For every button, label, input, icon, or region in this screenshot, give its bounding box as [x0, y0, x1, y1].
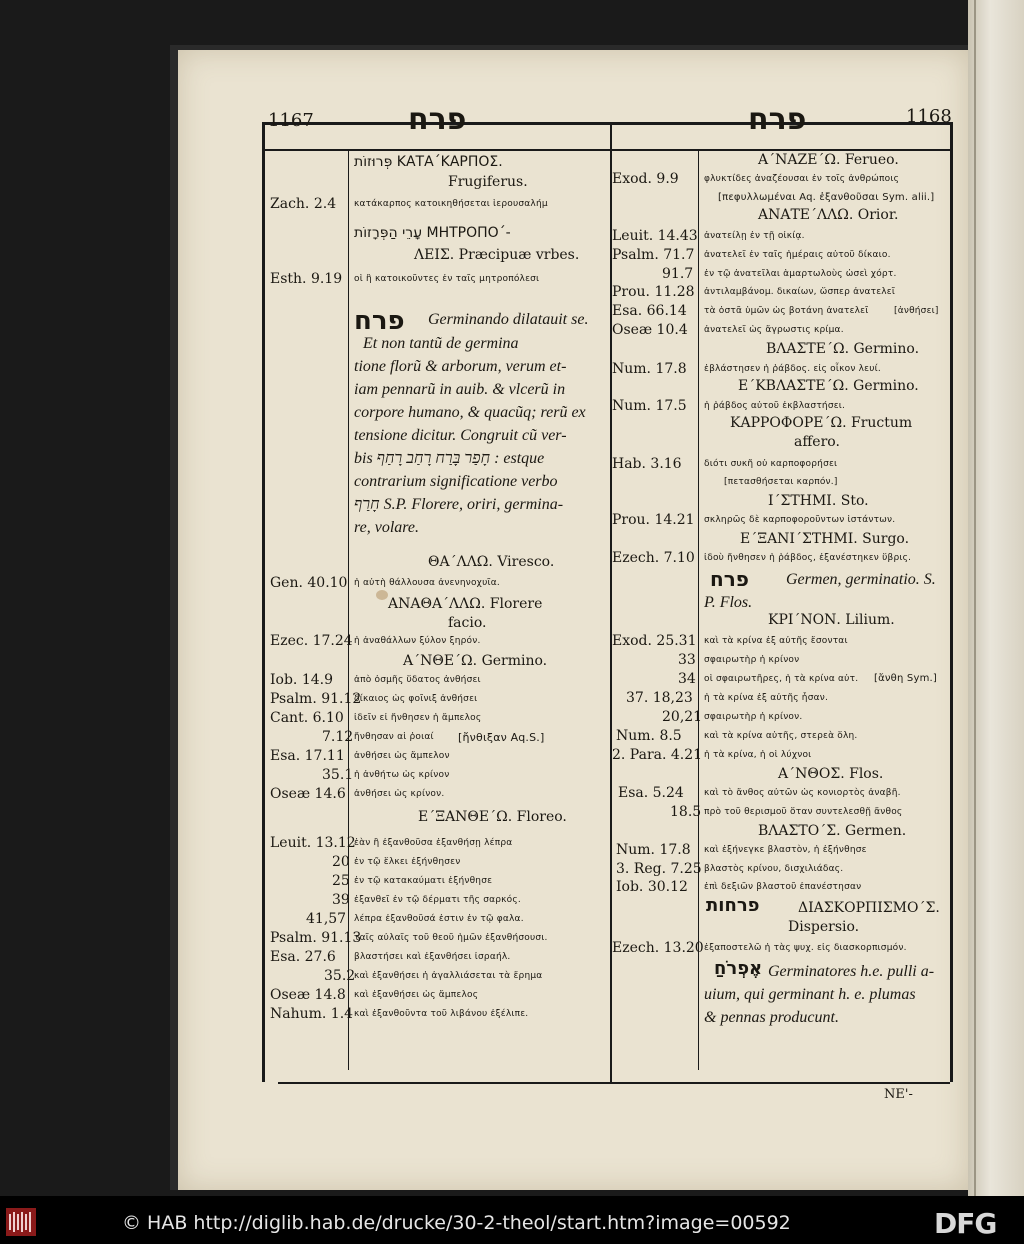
right-head-hebrew: פרח — [748, 102, 807, 137]
definition-line: corpore humano, & quacũq; rerũ ex — [354, 404, 586, 421]
greek-variant: [πεφυλλωμέναι Aq. ἐξανθοῦσαι Sym. alii.] — [718, 192, 935, 203]
ref: Esa. 5.24 — [618, 785, 684, 801]
dfg-logo: DFG — [934, 1207, 997, 1240]
bottom-rule — [278, 1082, 950, 1084]
ref: Exod. 25.31 — [612, 633, 697, 649]
right-border — [950, 122, 953, 1082]
ref: 35.2 — [324, 968, 356, 984]
greek-quote: σφαιρωτὴρ ἡ κρίνον. — [704, 712, 803, 722]
greek-quote: φλυκτίδες ἀναζέουσαι ἐν τοῖς ἀνθρώποις — [704, 174, 900, 184]
lemma-definition: Germinatores h.e. pulli a- — [768, 963, 935, 980]
greek-quote: ἐὰν ἢ ἐξανθοῦσα ἐξανθήσῃ λέπρα — [354, 838, 513, 848]
ref: 37. 18,23 — [626, 690, 693, 706]
greek-quote: σκληρῶς δὲ καρποφοροῦντων ἱστάντων. — [704, 515, 896, 525]
lemma-gloss: affero. — [794, 434, 840, 450]
ref: Gen. 40.10 — [270, 575, 348, 591]
ref: Leuit. 14.43 — [612, 228, 698, 244]
lemma-head: ΑΝΑΘΑ΄ΛΛΩ. Florere — [388, 596, 543, 612]
ref: 33 — [678, 652, 696, 668]
greek-quote: ἡ τὰ κρίνα ἐξ αὐτῆς ἦσαν. — [704, 693, 829, 703]
catchword: NE'- — [884, 1087, 913, 1102]
book-binding-edge — [968, 0, 1024, 1196]
lemma-head: Ε΄ΚΒΛΑΣΤΕ΄Ω. Germino. — [738, 378, 919, 394]
ref: 34 — [678, 671, 696, 687]
lemma-head: Ε΄ΞΑΝΙ΄ΣΤΗΜΙ. Surgo. — [740, 531, 910, 547]
lemma-head: ΔΙΑΣΚΟΡΠΙΣΜΟ΄Σ. — [798, 900, 940, 916]
greek-variant: [ἤνθιξαν Aq.S.] — [458, 731, 545, 744]
lemma-head: ΚΑΡΡΟΦΟΡΕ΄Ω. Fructum — [730, 415, 913, 431]
definition-line: bis חָפַר בָּרַח רָחַב רָחַף : estque — [354, 450, 545, 467]
ref: 39 — [332, 892, 350, 908]
lemma-head: ΒΛΑΣΤΟ΄Σ. Germen. — [758, 823, 907, 839]
ref: Esa. 27.6 — [270, 949, 336, 965]
lemma-head: עָרֵי הַפְּרָזוֹת ΜΗΤΡΟΠΟ΄- — [354, 225, 511, 241]
ref: Ezec. 17.24 — [270, 633, 353, 649]
lemma-definition: P. Flos. — [704, 594, 753, 611]
ref: 25 — [332, 873, 350, 889]
greek-quote: ἡ ἀνθήτω ὡς κρίνον — [354, 770, 450, 780]
greek-quote: ἀνατείλῃ ἐν τῇ οἰκίᾳ. — [704, 231, 805, 241]
greek-quote: ἐξανθεῖ ἐν τῷ δέρματι τῆς σαρκός. — [354, 895, 521, 905]
ref: Exod. 9.9 — [612, 171, 679, 187]
ref: Psalm. 91.13 — [270, 930, 362, 946]
greek-quote: καὶ ἐξανθήσει ἡ ἀγαλλιάσεται τὰ ἔρημα — [354, 971, 543, 981]
lemma-head: פְּרוּזוֹת ΚΑΤΑ΄ΚΑΡΠΟΣ. — [354, 154, 503, 170]
lemma-head: ΑΝΑΤΕ΄ΛΛΩ. Orior. — [758, 207, 899, 223]
definition-line: re, volare. — [354, 519, 420, 536]
greek-quote: λέπρα ἐξανθοῦσά ἐστιν ἐν τῷ φαλα. — [354, 914, 524, 924]
greek-quote: ἐν τῷ κατακαύματι ἐξήνθησε — [354, 876, 493, 886]
greek-quote: βλαστὸς κρίνου, δισχιλιάδας. — [704, 864, 844, 874]
definition-line: tione florũ & arborum, verum et- — [354, 358, 567, 375]
lemma-hebrew: פרח — [710, 567, 749, 591]
lemma-head: Ε΄ΞΑΝΘΕ΄Ω. Floreo. — [418, 809, 567, 825]
ref: Psalm. 71.7 — [612, 247, 695, 263]
greek-quote: ἐν τῷ ἀνατεῖλαι ἁμαρτωλοὺς ὡσεὶ χόρτ. — [704, 269, 897, 279]
greek-quote: ἰδεῖν εἰ ἤνθησεν ἡ ἄμπελος — [354, 713, 482, 723]
ref: 91.7 — [662, 266, 694, 282]
ref: Cant. 6.10 — [270, 710, 344, 726]
greek-quote: δίκαιος ὡς φοῖνιξ ἀνθήσει — [354, 694, 478, 704]
right-page-number: 1168 — [906, 106, 952, 127]
greek-quote: καὶ ἐξανθοῦντα τοῦ λιβάνου ἐξέλιπε. — [354, 1009, 529, 1019]
ref: 20,21 — [662, 709, 703, 725]
ref: Nahum. 1.4 — [270, 1006, 354, 1022]
greek-quote: καὶ ἐξανθήσει ὡς ἄμπελος — [354, 990, 479, 1000]
lemma-gloss: Dispersio. — [788, 919, 860, 935]
ref: Num. 17.8 — [616, 842, 691, 858]
ref: 41,57 — [306, 911, 347, 927]
center-divider — [610, 122, 612, 1082]
greek-quote: ἰδοὺ ἤνθησεν ἡ ῥάβδος, ἐξανέστηκεν ὕβρις. — [704, 553, 912, 563]
ref: Ezech. 13.20 — [612, 940, 704, 956]
greek-quote: ἐβλάστησεν ἡ ῥάβδος. εἰς οἶκον λευί. — [704, 364, 881, 374]
ref: Iob. 30.12 — [616, 879, 688, 895]
greek-variant: [ἄνθη Sym.] — [874, 673, 938, 684]
ref: Num. 17.5 — [612, 398, 687, 414]
lemma-head: ΘΑ΄ΛΛΩ. Viresco. — [428, 554, 555, 570]
greek-quote: καὶ τὸ ἄνθος αὐτῶν ὡς κονιορτὸς ἀναβῆ. — [704, 788, 901, 798]
ref: Esth. 9.19 — [270, 271, 343, 287]
right-ref-divider — [698, 150, 699, 1070]
copyright-link[interactable]: © HAB http://diglib.hab.de/drucke/30-2-theol/start.htm?image=00592 — [122, 1212, 791, 1234]
greek-quote: κατάκαρπος κατοικηθήσεται ἱερουσαλήμ — [354, 199, 548, 209]
ref: Esa. 17.11 — [270, 748, 345, 764]
lemma-gloss: Frugiferus. — [448, 174, 528, 190]
greek-quote: ἀνθήσει ὡς ἄμπελον — [354, 751, 450, 761]
greek-quote: ἀπὸ ὀσμῆς ὕδατος ἀνθήσει — [354, 675, 481, 685]
greek-quote: σφαιρωτὴρ ἡ κρίνον — [704, 655, 800, 665]
lemma-hebrew: אֶפְרֹחַ — [714, 958, 763, 979]
lemma-gloss: facio. — [448, 615, 487, 631]
greek-quote: ἡ αὐτὴ θάλλουσα ἀνενηνοχυῖα. — [354, 578, 500, 588]
greek-quote: ἀνατελεῖ ἐν ταῖς ἡμέραις αὐτοῦ δίκαιο. — [704, 250, 891, 260]
definition-line: tensione dicitur. Congruit cũ ver- — [354, 427, 567, 444]
greek-quote: ἐξαποστελῶ ἡ τὰς ψυχ. εἰς διασκορπισμόν. — [704, 943, 907, 953]
greek-quote: ἀντιλαμβάνομ. δικαίων, ὥσπερ ἀνατελεῖ — [704, 287, 896, 297]
ref: Oseæ 14.6 — [270, 786, 346, 802]
book-page — [178, 50, 968, 1190]
ref: Leuit. 13.12 — [270, 835, 356, 851]
ref: Prou. 11.28 — [612, 284, 695, 300]
greek-quote: ἐν τῷ ἕλκει ἐξήνθησεν — [354, 857, 461, 867]
stain — [376, 590, 388, 600]
ref: Iob. 14.9 — [270, 672, 333, 688]
ref: Oseæ 10.4 — [612, 322, 688, 338]
definition-line: contrarium significatione verbo — [354, 473, 558, 490]
greek-quote: τὰ ὀστᾶ ὑμῶν ὡς βοτάνη ἀνατελεῖ — [704, 306, 869, 316]
definition-line: Et non tantũ de germina — [363, 335, 519, 352]
greek-quote: βλαστήσει καὶ ἐξανθήσει ἰσραήλ. — [354, 952, 511, 962]
ref: 3. Reg. 7.25 — [616, 861, 702, 877]
lemma-definition: uium, qui germinant h. e. plumas — [704, 986, 916, 1003]
left-head-hebrew: פרח — [408, 102, 467, 137]
ref: Zach. 2.4 — [270, 196, 337, 212]
top-rule — [262, 122, 952, 125]
definition-line: חָרַף S.P. Florere, oriri, germina- — [354, 496, 564, 513]
ref: Num. 17.8 — [612, 361, 687, 377]
lemma-definition: Germen, germinatio. S. — [786, 571, 936, 588]
lemma-head: Α΄ΝΑΖΕ΄Ω. Ferueo. — [758, 152, 899, 168]
ref: 18.5 — [670, 804, 702, 820]
greek-quote: ταῖς αὐλαῖς τοῦ θεοῦ ἡμῶν ἐξανθήσουσι. — [354, 933, 548, 943]
greek-quote: ἀνατελεῖ ὡς ἄγρωστις κρίμα. — [704, 325, 844, 335]
greek-quote: οἱ σφαιρωτῆρες, ἡ τὰ κρίνα αὐτ. — [704, 674, 859, 684]
greek-quote: ἡ ῥάβδος αὐτοῦ ἐκβλαστήσει. — [704, 401, 846, 411]
ref: Prou. 14.21 — [612, 512, 695, 528]
greek-quote: ἤνθησαν αἱ ῥοιαί — [354, 732, 434, 742]
ref: Hab. 3.16 — [612, 456, 682, 472]
greek-quote: ἡ ἀναθάλλων ξύλον ξηρόν. — [354, 636, 481, 646]
ref: 2. Para. 4.21 — [612, 747, 703, 763]
greek-quote: ἡ τὰ κρίνα, ἡ οἱ λύχνοι — [704, 750, 812, 760]
lemma-definition: & pennas producunt. — [704, 1009, 839, 1026]
ref: Ezech. 7.10 — [612, 550, 695, 566]
greek-quote: καὶ ἐξήνεγκε βλαστὸν, ἡ ἐξήνθησε — [704, 845, 867, 855]
ref: Psalm. 91.12 — [270, 691, 362, 707]
ref: 35.1 — [322, 767, 354, 783]
ref: Num. 8.5 — [616, 728, 682, 744]
lemma-head: Α΄ΝΘΟΣ. Flos. — [778, 766, 884, 782]
ref: 20 — [332, 854, 350, 870]
greek-quote: καὶ τὰ κρίνα αὐτῆς, στερεὰ ὅλη. — [704, 731, 858, 741]
header-rule — [262, 149, 952, 151]
lemma-head: Ι΄ΣΤΗΜΙ. Sto. — [768, 493, 869, 509]
lemma-head: Α΄ΝΘΕ΄Ω. Germino. — [403, 653, 548, 669]
lemma-gloss: ΛΕΙΣ. Præcipuæ vrbes. — [414, 247, 580, 263]
lemma-head: ΒΛΑΣΤΕ΄Ω. Germino. — [766, 341, 920, 357]
ref: Esa. 66.14 — [612, 303, 687, 319]
greek-quote: ἐπὶ δεξιῶν βλαστοῦ ἐπανέστησαν — [704, 882, 862, 892]
greek-quote: οἱ ἢ κατοικοῦντες ἐν ταῖς μητροπόλεσι — [354, 274, 540, 284]
library-logo-icon — [6, 1208, 36, 1236]
definition-line: Germinando dilatauit se. — [428, 311, 589, 328]
greek-variant: [πετασθήσεται καρπόν.] — [724, 477, 838, 487]
lemma-head: ΚΡΙ΄ΝΟΝ. Lilium. — [768, 612, 895, 628]
greek-variant: [ἀνθήσει] — [894, 306, 939, 316]
left-border — [262, 122, 265, 1082]
definition-line: iam pennarũ in auib. & vlcerũ in — [354, 381, 566, 398]
greek-quote: καὶ τὰ κρίνα ἐξ αὐτῆς ἔσονται — [704, 636, 848, 646]
greek-quote: πρὸ τοῦ θερισμοῦ ὅταν συντελεσθῇ ἄνθος — [704, 807, 903, 817]
ref: Oseæ 14.8 — [270, 987, 346, 1003]
lemma-hebrew: פרח — [354, 306, 405, 336]
ref: 7.12 — [322, 729, 354, 745]
lemma-hebrew: פרחות — [706, 895, 760, 916]
greek-quote: διότι συκῆ οὐ καρποφορήσει — [704, 459, 838, 469]
greek-quote: ἀνθήσει ὡς κρίνον. — [354, 789, 445, 799]
left-page-number: 1167 — [268, 110, 314, 131]
